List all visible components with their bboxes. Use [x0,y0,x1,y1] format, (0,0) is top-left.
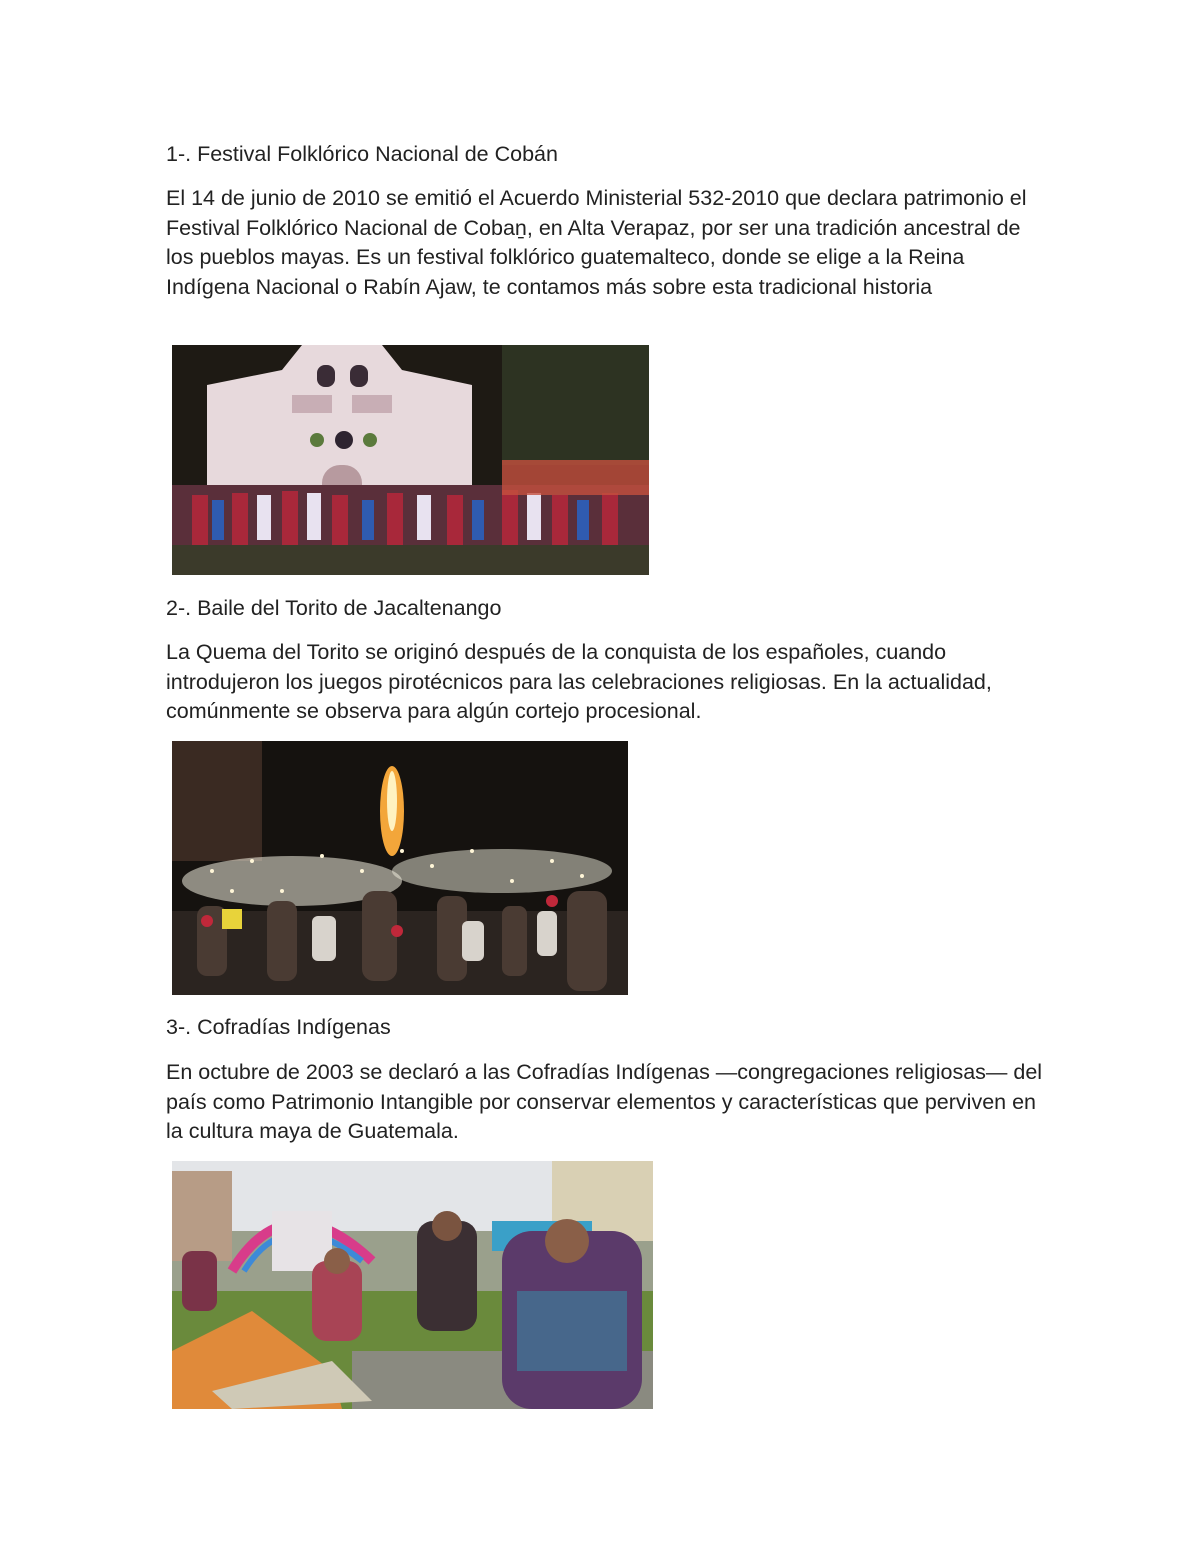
torito-photo [172,741,628,995]
section-3-heading: 3-. Cofradías Indígenas [166,1015,391,1039]
section-2-body: La Quema del Torito se originó después de la conquista de los españoles, cuando introdujeron los juegos pirotécnicos para las celebraciones religiosas. En la actualidad, comúnmente se observa para algún cortejo procesional. [166,640,992,723]
section-1-heading: 1-. Festival Folklórico Nacional de Cobán [166,142,558,166]
section-1-body: El 14 de junio de 2010 se emitió el Acuerdo Ministerial 532-2010 que declara patrimonio el Festival Folklórico Nacional de Cobaṉ, en Alta Verapaz, por ser una tradición ancestral de los pueblos mayas. Es un festival folklórico guatemalteco, donde se elige a la Reina Indígena Nacional o Rabín Ajaw, te contamos más sobre esta tradicional historia [166,186,1027,299]
section-3-body: En octubre de 2003 se declaró a las Cofradías Indígenas —congregaciones religiosas— del país como Patrimonio Intangible por conservar elementos y características que perviven en la cultura maya de Guatemala. [166,1060,1043,1143]
cofradias-photo [172,1161,653,1409]
section-2-heading: 2-. Baile del Torito de Jacaltenango [166,596,502,620]
festival-photo [172,345,649,575]
